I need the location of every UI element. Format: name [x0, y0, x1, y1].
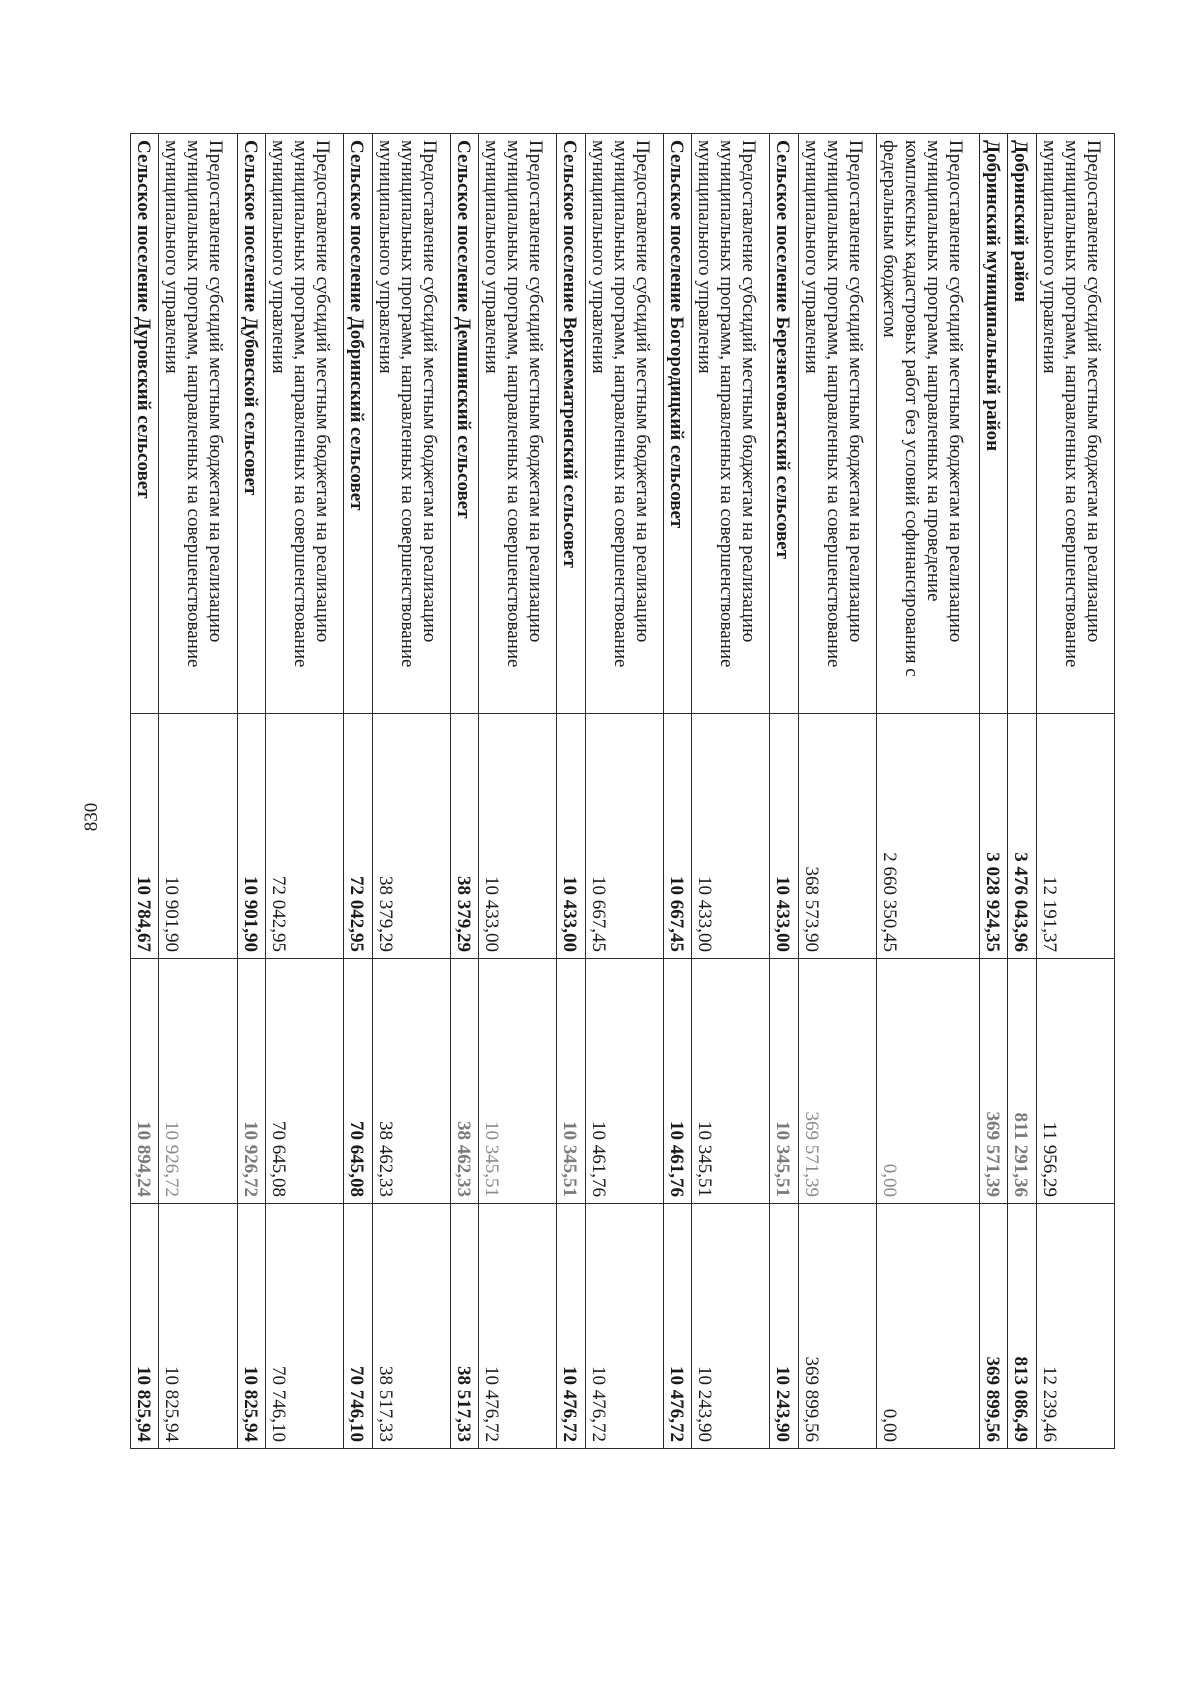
row-name: Добринский район: [1008, 134, 1036, 714]
table-row: [159, 134, 237, 1449]
table-row: [266, 134, 344, 1449]
amount-year-3: 10 825,94: [237, 1204, 265, 1449]
amount-year-1: 38 379,29: [450, 714, 478, 959]
amount-year-3: 70 746,10: [344, 1204, 372, 1449]
amount-year-2: 11 956,29: [1036, 959, 1114, 1204]
amount-year-3: 10 476,72: [557, 1204, 585, 1449]
row-name: Сельское поселение Дубовской сельсовет: [237, 134, 265, 714]
amount-year-1: 10 667,45: [663, 714, 691, 959]
amount-year-1: 3 476 043,96: [1008, 714, 1036, 959]
amount-year-3: 10 825,94: [159, 1204, 237, 1449]
amount-year-2: 10 345,51: [479, 959, 557, 1204]
amount-year-2: 10 461,76: [663, 959, 691, 1204]
amount-year-3: 70 746,10: [266, 1204, 344, 1449]
amount-year-1: 10 433,00: [770, 714, 798, 959]
table-row-subtotal: [131, 134, 159, 1449]
amount-year-1: 368 573,90: [798, 714, 876, 959]
amount-year-1: 72 042,95: [266, 714, 344, 959]
amount-year-2: 369 571,39: [980, 959, 1008, 1204]
row-name: Сельское поселение Демшинский сельсовет: [450, 134, 478, 714]
row-name: Предоставление субсидий местным бюджетам на реализацию муниципальных программ, направленных на совершенствование муниципального управления: [1036, 134, 1114, 714]
amount-year-2: 0,00: [876, 959, 979, 1204]
table-row-subtotal: [770, 134, 798, 1449]
row-name: Предоставление субсидий местным бюджетам на реализацию муниципальных программ, направленных на совершенствование муниципального управления: [692, 134, 770, 714]
amount-year-2: 70 645,08: [344, 959, 372, 1204]
amount-year-1: 10 433,00: [479, 714, 557, 959]
amount-year-1: 38 379,29: [372, 714, 450, 959]
amount-year-2: 10 345,51: [770, 959, 798, 1204]
table-row-district-total: [1008, 134, 1036, 1449]
table-row-subtotal: [237, 134, 265, 1449]
table-row: [692, 134, 770, 1449]
amount-year-1: 10 433,00: [557, 714, 585, 959]
amount-year-1: 12 191,37: [1036, 714, 1114, 959]
table-row: [372, 134, 450, 1449]
row-name: Сельское поселение Добринский сельсовет: [344, 134, 372, 714]
row-name: Предоставление субсидий местным бюджетам на реализацию муниципальных программ, направленных на совершенствование муниципального управления: [798, 134, 876, 714]
amount-year-2: 10 345,51: [692, 959, 770, 1204]
amount-year-2: 811 291,36: [1008, 959, 1036, 1204]
amount-year-1: 2 660 350,45: [876, 714, 979, 959]
amount-year-1: 10 901,90: [159, 714, 237, 959]
amount-year-3: 10 476,72: [663, 1204, 691, 1449]
page-number: 830: [81, 802, 102, 832]
table-row-subtotal: [557, 134, 585, 1449]
rotated-page-content: [130, 133, 1115, 1448]
table-row-subtotal: [980, 134, 1008, 1449]
row-name: Сельское поселение Дуровский сельсовет: [131, 134, 159, 714]
row-name: Предоставление субсидий местным бюджетам на реализацию муниципальных программ, направленных на совершенствование муниципального управления: [479, 134, 557, 714]
amount-year-3: 10 476,72: [585, 1204, 663, 1449]
amount-year-2: 38 462,33: [450, 959, 478, 1204]
amount-year-1: 10 901,90: [237, 714, 265, 959]
amount-year-2: 10 894,24: [131, 959, 159, 1204]
amount-year-1: 10 667,45: [585, 714, 663, 959]
amount-year-3: 10 476,72: [479, 1204, 557, 1449]
table-row-subtotal: [450, 134, 478, 1449]
amount-year-3: 369 899,56: [980, 1204, 1008, 1449]
table-row: [876, 134, 979, 1449]
row-name: Сельское поселение Березнеговатский сельсовет: [770, 134, 798, 714]
amount-year-1: 10 784,67: [131, 714, 159, 959]
row-name: Предоставление субсидий местным бюджетам на реализацию муниципальных программ, направленных на совершенствование муниципального управления: [585, 134, 663, 714]
amount-year-3: 10 243,90: [692, 1204, 770, 1449]
subsidy-table: [130, 133, 1115, 1449]
amount-year-2: 369 571,39: [798, 959, 876, 1204]
table-row-subtotal: [344, 134, 372, 1449]
amount-year-3: 0,00: [876, 1204, 979, 1449]
amount-year-3: 12 239,46: [1036, 1204, 1114, 1449]
row-name: Сельское поселение Верхнематренский сельсовет: [557, 134, 585, 714]
amount-year-3: 369 899,56: [798, 1204, 876, 1449]
amount-year-1: 10 433,00: [692, 714, 770, 959]
row-name: Предоставление субсидий местным бюджетам на реализацию муниципальных программ, направленных на проведение комплексных кадастровых работ без условий софинансирования с федеральным бюджетом: [876, 134, 979, 714]
amount-year-3: 10 243,90: [770, 1204, 798, 1449]
row-name: Предоставление субсидий местным бюджетам на реализацию муниципальных программ, направленных на совершенствование муниципального управления: [266, 134, 344, 714]
amount-year-2: 70 645,08: [266, 959, 344, 1204]
amount-year-3: 10 825,94: [131, 1204, 159, 1449]
table-row: [798, 134, 876, 1449]
amount-year-2: 38 462,33: [372, 959, 450, 1204]
row-name: Предоставление субсидий местным бюджетам на реализацию муниципальных программ, направленных на совершенствование муниципального управления: [159, 134, 237, 714]
row-name: Сельское поселение Богородицкий сельсовет: [663, 134, 691, 714]
amount-year-1: 72 042,95: [344, 714, 372, 959]
amount-year-3: 38 517,33: [450, 1204, 478, 1449]
table-row: [585, 134, 663, 1449]
table-row: [1036, 134, 1114, 1449]
amount-year-2: 10 926,72: [159, 959, 237, 1204]
amount-year-3: 813 086,49: [1008, 1204, 1036, 1449]
amount-year-3: 38 517,33: [372, 1204, 450, 1449]
row-name: Добринский муниципальный район: [980, 134, 1008, 714]
table-row: [479, 134, 557, 1449]
amount-year-2: 10 345,51: [557, 959, 585, 1204]
amount-year-1: 3 028 924,35: [980, 714, 1008, 959]
row-name: Предоставление субсидий местным бюджетам на реализацию муниципальных программ, направленных на совершенствование муниципального управления: [372, 134, 450, 714]
amount-year-2: 10 461,76: [585, 959, 663, 1204]
table-row-subtotal: [663, 134, 691, 1449]
amount-year-2: 10 926,72: [237, 959, 265, 1204]
